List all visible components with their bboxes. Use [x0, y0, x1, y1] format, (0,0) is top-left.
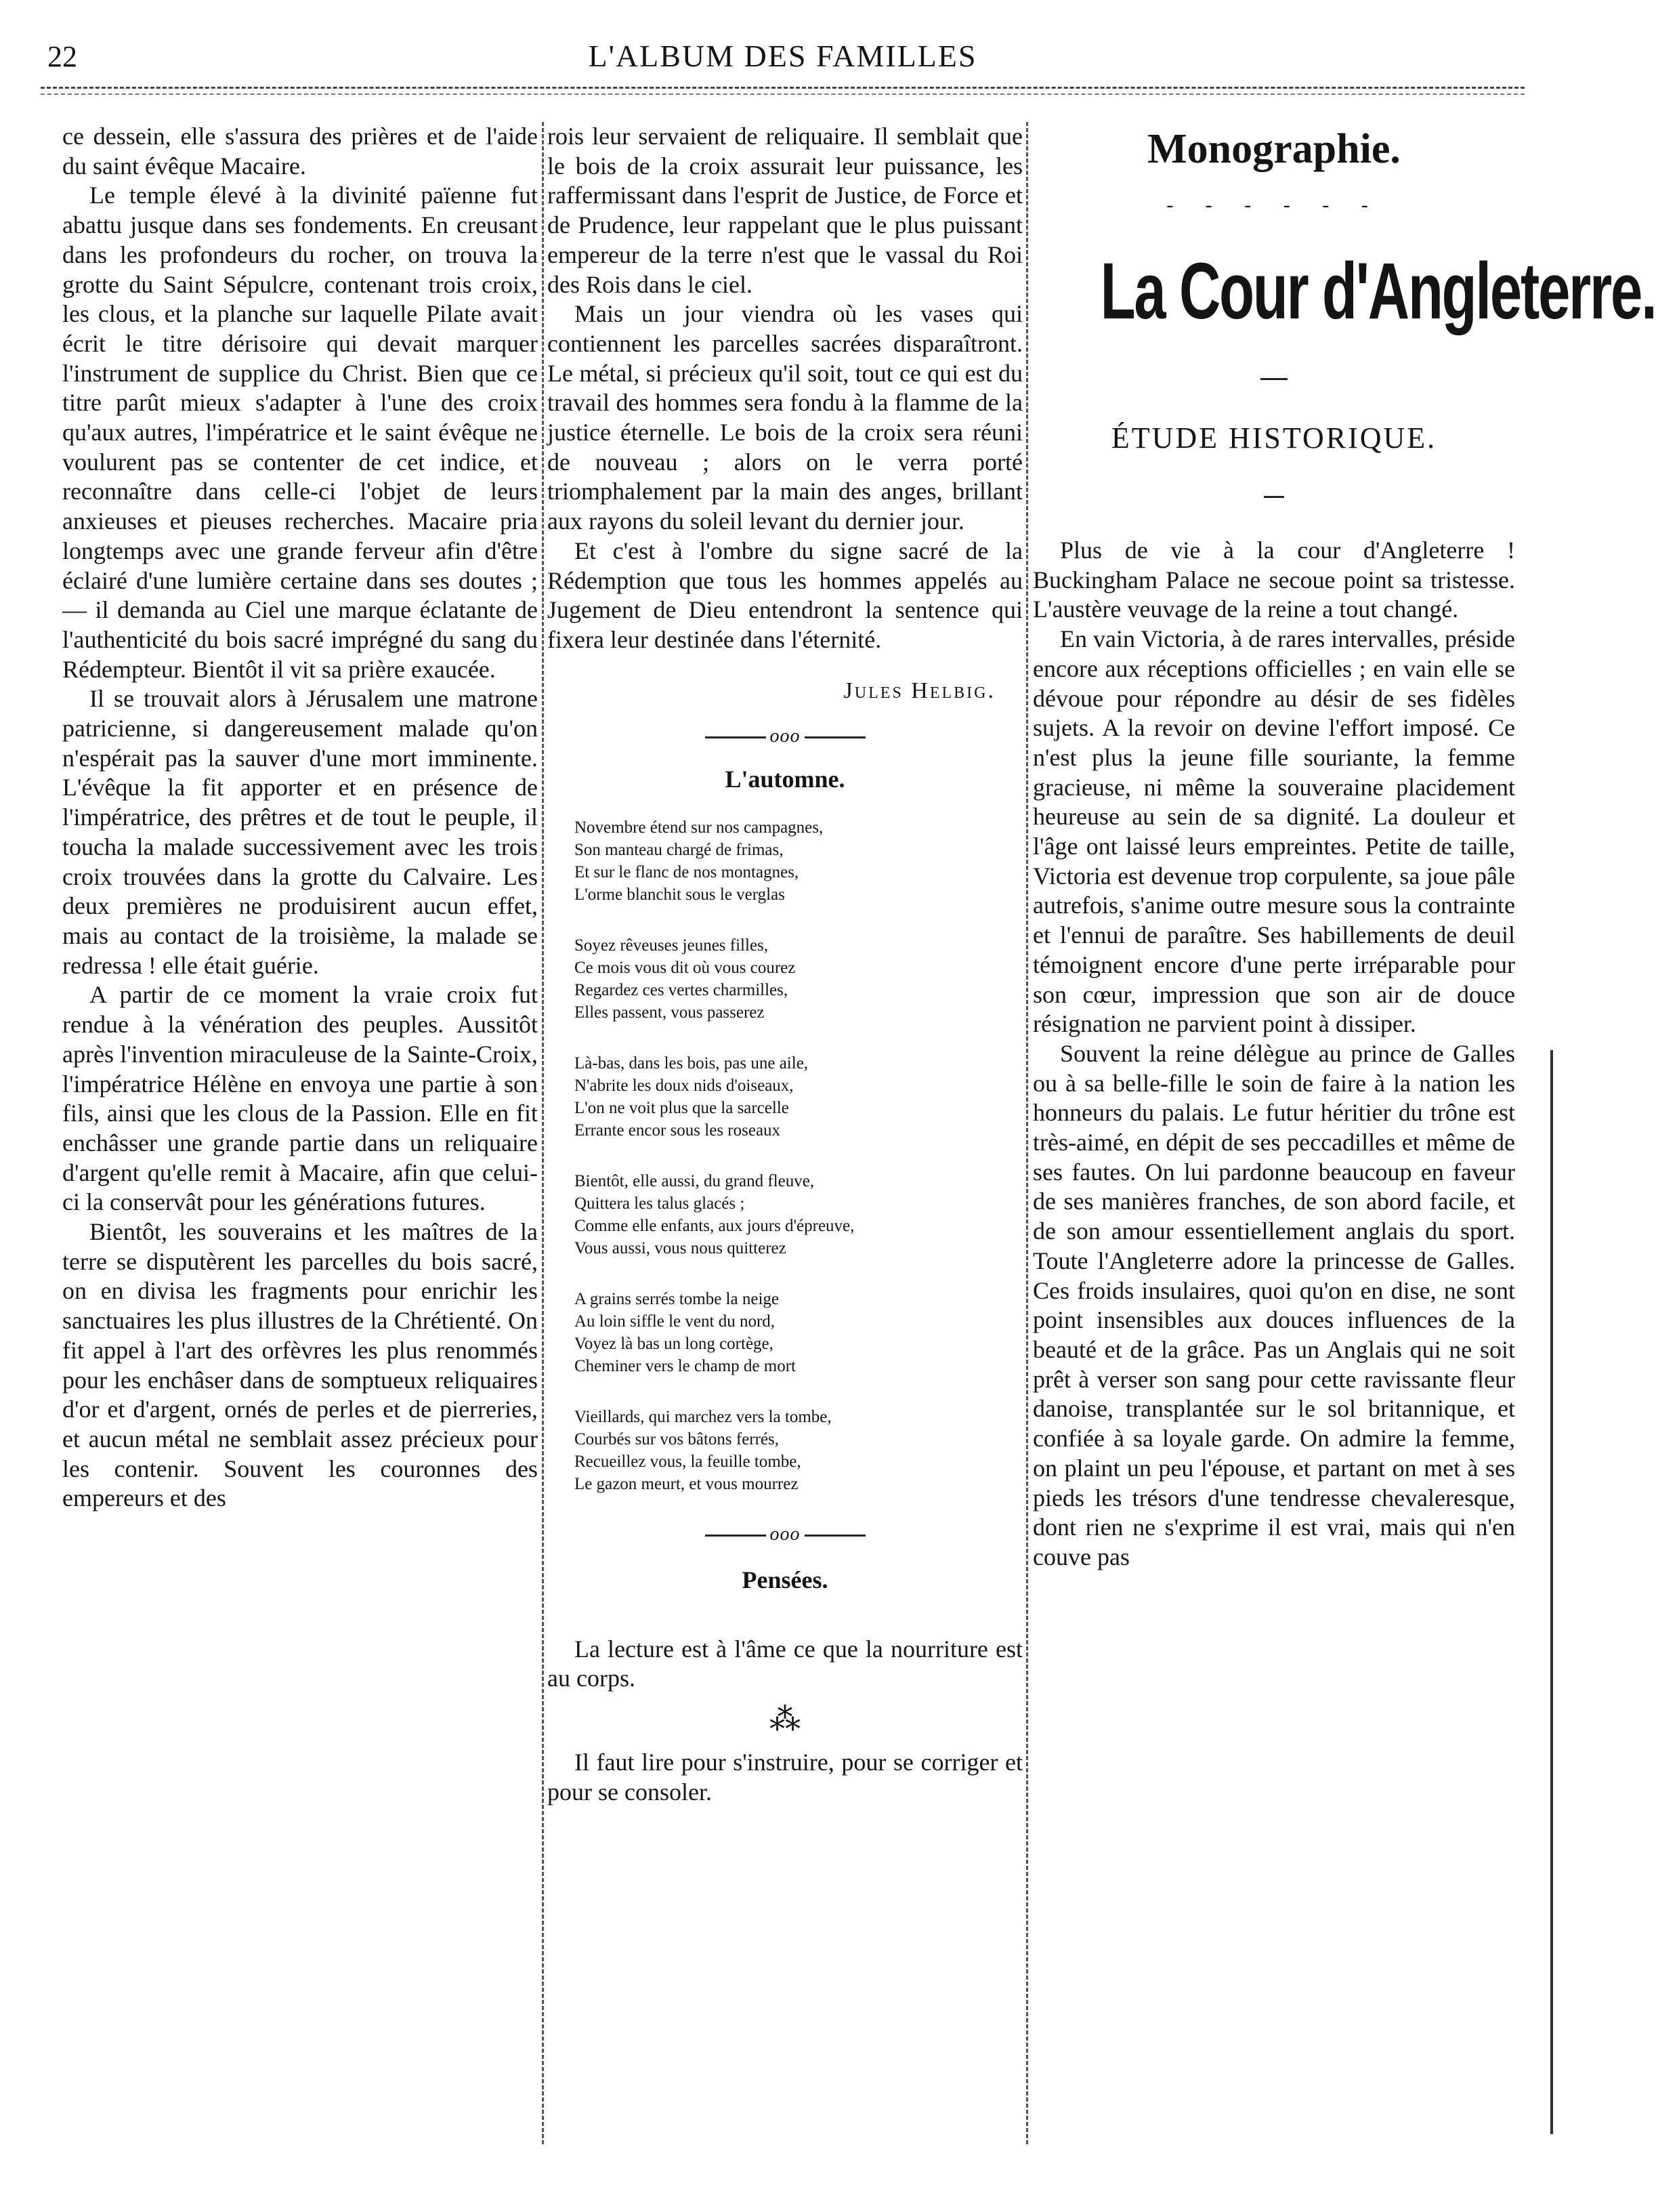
paragraph: Souvent la reine délègue au prince de Galles ou à sa belle-fille le soin de faire à la nation les honneurs du palais. Le futur héritier du trône est très-aimé, en dépit de ses peccadilles et même de ses fautes. On lui pardonne beaucoup en faveur de ses manières franches, de son abord facile, et de son amour essentiellement anglais du sport. Toute l'Angleterre adore la princesse de Galles. Ces froids insulaires, quoi qu'on en dise, ne sont point insensibles aux douces influences de la beauté et de la grâce. Pas un Anglais qui ne soit prêt à verser son sang pour cette ravissante fleur danoise, transplantée sur le sol britannique, et confiée à sa loyale garde. On admire la femme, on plaint un peu l'épouse, et partant on met à ses pieds les trésors d'une tendresse chevaleresque, dont rien ne s'exprime il est vrai, mais qui n'en couve pas — [1033, 1039, 1515, 1570]
poem-stanza — [574, 816, 1023, 906]
poem-stanza — [574, 1170, 1023, 1259]
poem-line: Recueillez vous, la feuille tombe, — [574, 1452, 801, 1471]
poem-title: L'automne. — [725, 765, 845, 793]
section-ornament: ooo — [547, 726, 1023, 747]
poem-line: Cheminer vers le champ de mort — [574, 1356, 796, 1375]
paragraph: Il se trouvait alors à Jérusalem une matrone patricienne, si dangereusement malade qu'on n'espérait pas la sauver d'une mort imminente. L'évêque la fit apporter et en présence de l'impératrice, des prêtres et de tout le peuple, il toucha la malade successivement avec les trois croix trouvées dans la grotte du Calvaire. Les deux premières ne produisirent aucun effet, mais au contact de la troisième, la malade se redressa ! elle était guérie. — [62, 685, 538, 979]
poem-line: A grains serrés tombe la neige — [574, 1289, 779, 1308]
paragraph: A partir de ce moment la vraie croix fut rendue à la vénération des peuples. Aussitôt après l'invention miraculeuse de la Sainte-Croix, l'impératrice Hélène en envoya une partie à son fils, ainsi que les clous de la Passion. Elle en fit enchâsser une grande partie dans un reliquaire d'argent qu'elle remit à Macaire, afin que celui-ci la conservât pour les générations futures. — [62, 981, 538, 1216]
poem-line: Et sur le flanc de nos montagnes, — [574, 862, 799, 881]
poem-stanza — [574, 1406, 1023, 1495]
paragraph: En vain Victoria, à de rares intervalles, préside encore aux réceptions officielles ; en vain elle se dévoue pour répondre au désir de ses fidèles sujets. A la revoir on devine l'effort imposé. Ce n'est plus la jeune fille souriante, la femme gracieuse, ni même la souveraine placidement heureuse au sein de sa dignité. La douleur et l'âge ont laissé leurs empreintes. Petite de taille, Victoria est devenue trop corpulente, sa joue pâle autrefois, s'anime outre mesure sous la contrainte et l'ennui de paraître. Ses habillements de deuil témoignent encore d'une perte irréparable pour son cœur, impression que son air de douce résignation ne parvient point à dissiper. — [1033, 625, 1515, 1038]
poem-line: Son manteau chargé de frimas, — [574, 840, 784, 859]
poem-line: Novembre étend sur nos campagnes, — [574, 818, 824, 837]
header-rule — [41, 87, 1525, 89]
pensee: Il faut lire pour s'instruire, pour se corriger et pour se consoler. — [547, 1749, 1023, 1806]
paragraph: Bientôt, les souverains et les maîtres de la terre se disputèrent les parcelles du bois sacré, on en divisa les fragments pour enrichir les sanctuaires les plus illustres de la Chrétienté. On fit appel à l'art des orfèvres les plus renommés pour les enchâser dans de somptueux reliquaires d'or et d'argent, ornés de perles et de pierreries, et aucun métal ne semblait assez précieux pour les contenir. Souvent les couronnes des empereurs et des — [62, 1218, 538, 1512]
heading-dashes: - - - - - - — [1166, 194, 1382, 216]
poem-line: Le gazon meurt, et vous mourrez — [574, 1474, 799, 1493]
poem-line: Soyez rêveuses jeunes filles, — [574, 936, 769, 955]
poem-line: Là-bas, dans les bois, pas une aile, — [574, 1053, 809, 1072]
poem-line: N'abrite les doux nids d'oiseaux, — [574, 1076, 794, 1095]
paragraph: Le temple élevé à la divinité païenne fut abattu jusque dans ses fondements. En creusant dans les profondeurs du rocher, on trouva la grotte du Saint Sépulcre, contenant trois croix, les clous, et la planche sur laquelle Pilate avait écrit le titre dérisoire qui devait marquer l'instrument de supplice du Christ. Bien que ce titre parût mieux s'adapter à l'une des croix qu'aux autres, l'impératrice et le saint évêque ne voulurent pas se contenter de cet indice, et reconnaître dans celle-ci l'objet de leurs anxieuses et pieuses recherches. Macaire pria longtemps avec une grande ferveur afin d'être éclairé d'une lumière certaine dans ses doutes ; — il demanda au Ciel une marque éclatante de l'authenticité du bois sacré imprégné du sang du Rédempteur. Bientôt il vit sa prière exaucée. — [62, 182, 538, 683]
poem-line: Ce mois vous dit où vous courez — [574, 958, 796, 977]
paragraph: ce dessein, elle s'assura des prières et de l'aide du saint évêque Macaire. — [62, 123, 538, 180]
asterism: ⁂ — [769, 1702, 801, 1737]
poem-line: Quittera les talus glacés ; — [574, 1194, 745, 1213]
subtitle-separator — [1264, 496, 1284, 498]
paragraph: Et c'est à l'ombre du signe sacré de la Rédemption que tous les hommes appelés au Jugement de Dieu entendront la sentence qui fixera leur destinée dans l'éternité. — [547, 537, 1023, 653]
poem-line: Vous aussi, vous nous quitterez — [574, 1238, 786, 1257]
poem-line: Regardez ces vertes charmilles, — [574, 980, 788, 999]
page-number: 22 — [47, 40, 77, 73]
column-1 — [62, 122, 538, 2171]
author-signature: Jules Helbig. — [843, 677, 996, 703]
poem-line: Au loin siffle le vent du nord, — [574, 1312, 776, 1331]
article-title: La Cour d'Angleterre. — [1100, 247, 1656, 336]
paragraph: rois leur servaient de reliquaire. Il semblait que le bois de la croix assurait leur puissance, les raffermissant dans l'esprit de Justice, de Force et de Prudence, leur rappelant que le plus puissant empereur de la terre n'est que le vassal du Roi des Rois dans le ciel. — [547, 123, 1023, 298]
pensees-title: Pensées. — [742, 1566, 828, 1593]
journal-title: L'ALBUM DES FAMILLES — [588, 39, 977, 73]
poem-line: Vieillards, qui marchez vers la tombe, — [574, 1407, 832, 1426]
page-header — [0, 0, 1565, 95]
poem-line: Courbés sur vos bâtons ferrés, — [574, 1430, 780, 1448]
article-subtitle: ÉTUDE HISTORIQUE. — [1111, 421, 1437, 455]
column-divider-1 — [542, 122, 544, 2144]
column-2 — [547, 122, 1023, 2171]
poem-line: Voyez là bas un long cortège, — [574, 1334, 773, 1353]
page-edge — [1550, 1050, 1553, 2134]
pensee: La lecture est à l'âme ce que la nourriture est au corps. — [547, 1635, 1023, 1692]
poem-line: L'orme blanchit sous le verglas — [574, 885, 785, 904]
poem-stanza — [574, 1052, 1023, 1142]
title-separator — [1260, 378, 1288, 380]
paragraph: Mais un jour viendra où les vases qui contiennent les parcelles sacrées disparaîtront. Le métal, si précieux qu'il soit, tout ce qui est du travail des hommes sera fondu à la flamme de la justice éternelle. Le bois de la croix sera réuni de nouveau ; alors on le verra porté triomphalement par la main des anges, brillant aux rayons du soleil levant du dernier jour. — [547, 300, 1023, 535]
column-divider-2 — [1026, 122, 1028, 2144]
poem-line: Errante encor sous les roseaux — [574, 1121, 781, 1140]
poem-line: Comme elle enfants, aux jours d'épreuve, — [574, 1216, 855, 1235]
poem-line: Elles passent, vous passerez — [574, 1003, 765, 1022]
section-ornament: ooo — [547, 1524, 1023, 1545]
header-rule-secondary — [41, 93, 1525, 95]
poem-stanza — [574, 1288, 1023, 1377]
poem-line: Bientôt, elle aussi, du grand fleuve, — [574, 1171, 815, 1190]
poem-stanza — [574, 934, 1023, 1024]
column-3 — [1033, 122, 1656, 2171]
paragraph: Plus de vie à la cour d'Angleterre ! Buckingham Palace ne secoue point sa tristesse. L'austère veuvage de la reine a tout changé. — [1033, 537, 1515, 623]
poem-line: L'on ne voit plus que la sarcelle — [574, 1098, 789, 1117]
section-heading: Monographie. — [1147, 126, 1401, 172]
